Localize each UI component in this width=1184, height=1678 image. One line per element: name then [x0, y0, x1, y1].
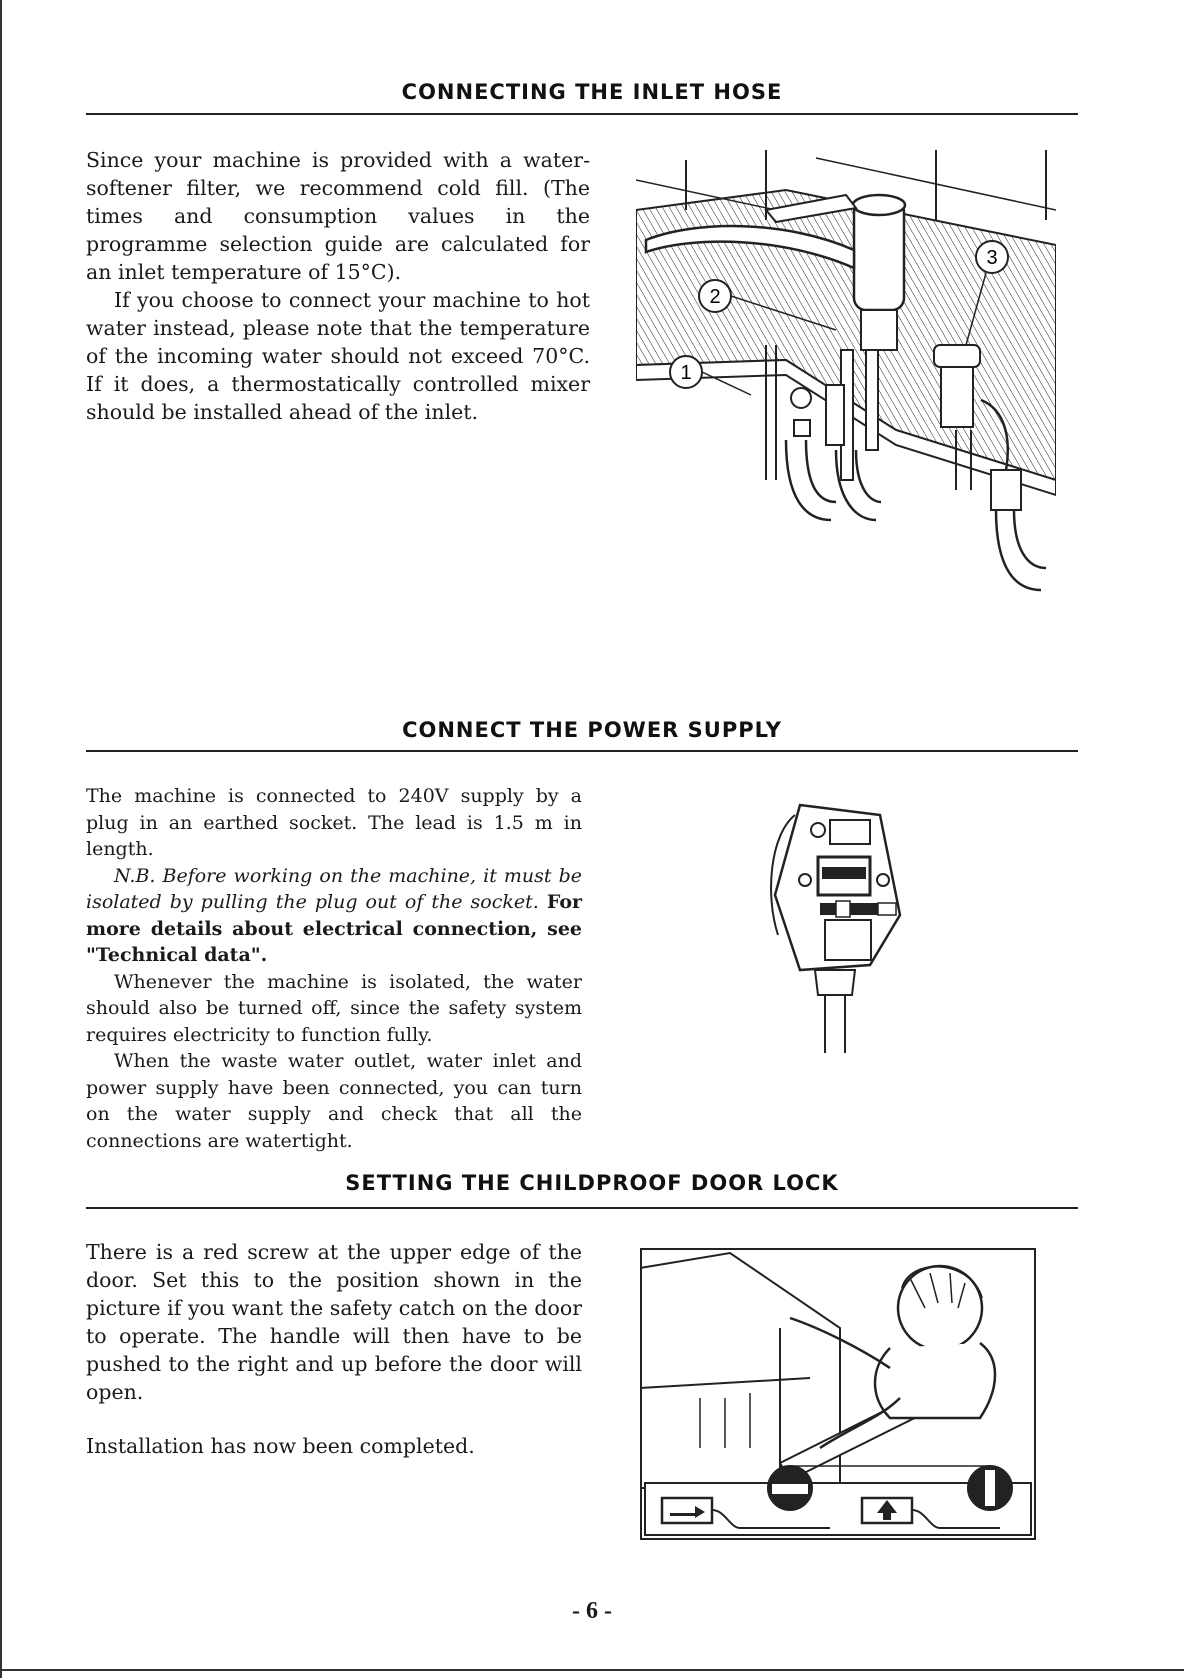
paragraph: Whenever the machine is isolated, the water should also be turned off, since the safety system requires electricity to function fully.: [86, 970, 582, 1046]
section-rule: [86, 113, 1078, 115]
page-edge-bottom: [0, 1669, 1184, 1671]
paragraph: Since your machine is provided with a water-softener filter, we recommend cold fill. (The times and consumption values in the programme selection guide are calculated for an inlet temperature of 15°C).: [86, 148, 590, 284]
paragraph: If you choose to connect your machine to hot water instead, please note that the temperature of the incoming water should not exceed 70°C. If it does, a thermostatically controlled mixer should be installed ahead of the inlet.: [86, 288, 590, 424]
childproof-lock-text: [86, 1238, 582, 1460]
page-edge-left: [0, 0, 2, 1678]
heading-childproof-lock: SETTING THE CHILDPROOF DOOR LOCK: [345, 1171, 839, 1195]
callout-2: 2: [709, 286, 721, 308]
page-number: - 6 -: [572, 1598, 612, 1624]
nb-reference: For more details about electrical connection, see "Technical data".: [86, 891, 583, 966]
paragraph: When the waste water outlet, water inlet and power supply have been connected, you can turn on the water supply and check that all the connections are watertight.: [86, 1050, 582, 1152]
heading-power-supply: CONNECT THE POWER SUPPLY: [402, 718, 782, 742]
tap-connection-illustration: [636, 150, 1056, 620]
callout-1: 1: [680, 362, 692, 384]
paragraph: There is a red screw at the upper edge of the door. Set this to the position shown in the picture if you want the safety catch on the door to operate. The handle will then have to be pushed to the right and up before the door will open.: [86, 1240, 582, 1404]
callout-3: 3: [986, 247, 998, 269]
paragraph: Installation has now been completed.: [86, 1434, 475, 1458]
section-rule: [86, 750, 1078, 752]
paragraph: The machine is connected to 240V supply by a plug in an earthed socket. The lead is 1.5 m in length.: [86, 785, 582, 860]
section-rule: [86, 1207, 1078, 1209]
door-lock-illustration: [640, 1248, 1036, 1540]
power-supply-text: [86, 783, 582, 1154]
plug-illustration: [760, 795, 920, 1055]
inlet-hose-text: [86, 146, 590, 426]
heading-inlet-hose: CONNECTING THE INLET HOSE: [401, 80, 783, 104]
nb-warning: N.B. Before working on the machine, it must be isolated by pulling the plug out of the socket.: [86, 864, 582, 913]
